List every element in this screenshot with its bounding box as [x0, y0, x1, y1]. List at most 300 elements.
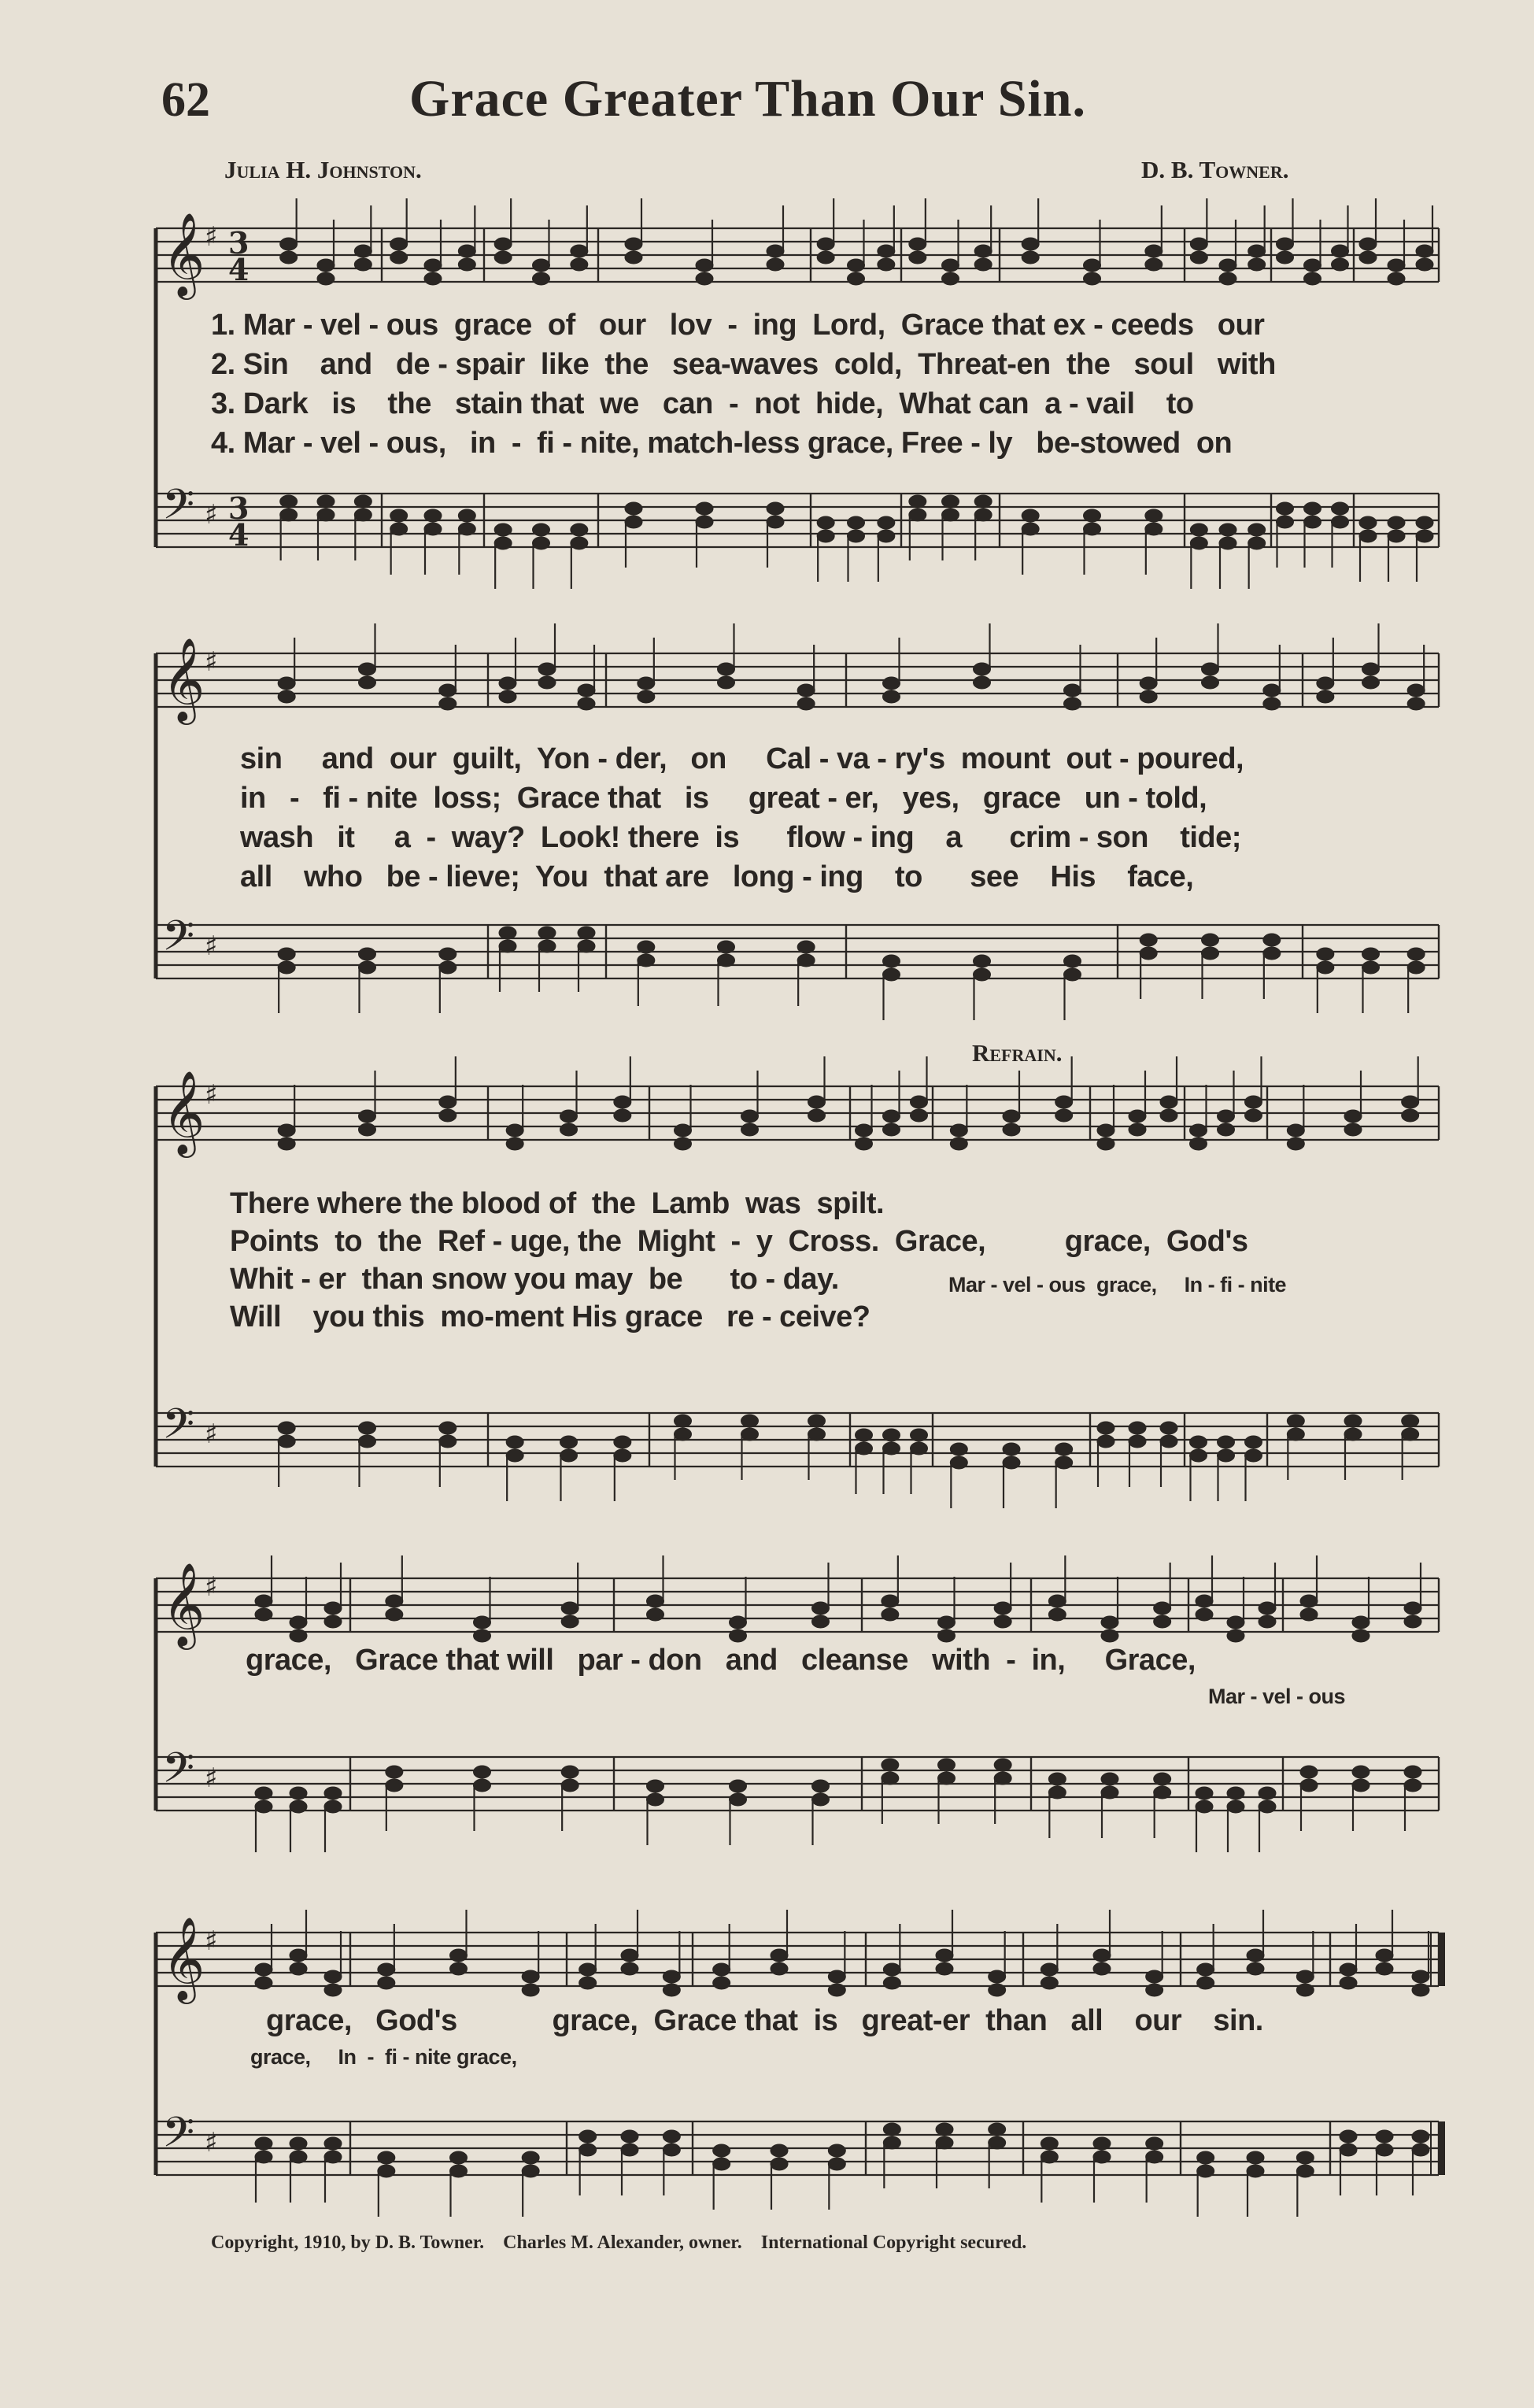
note-head — [1154, 1602, 1171, 1615]
note-head — [278, 1422, 295, 1434]
note-head — [1219, 259, 1236, 272]
note-head — [938, 1759, 956, 1771]
note-head — [450, 1949, 468, 1962]
note-head — [647, 1793, 664, 1806]
note-head — [1287, 1415, 1304, 1427]
note-head — [538, 927, 556, 939]
key-sharp-icon: ♯ — [205, 2127, 218, 2158]
note-head — [1227, 1787, 1244, 1800]
note-head — [1300, 1608, 1318, 1621]
note-head — [324, 1787, 342, 1800]
note-head — [828, 2144, 845, 2157]
note-head — [909, 495, 926, 508]
note-head — [1277, 502, 1294, 515]
note-head — [621, 2144, 638, 2156]
note-head — [1332, 502, 1349, 515]
note-head — [324, 1602, 342, 1615]
note-head — [718, 954, 735, 967]
note-head — [938, 1616, 956, 1629]
note-head — [638, 954, 655, 967]
note-head — [1146, 1970, 1163, 1983]
note-head — [290, 1949, 307, 1962]
note-head — [882, 1772, 899, 1785]
note-head — [1227, 1629, 1244, 1642]
note-head — [1304, 502, 1321, 515]
note-head — [1388, 530, 1405, 542]
note-head — [1160, 1096, 1177, 1108]
note-head — [1359, 238, 1377, 250]
note-head — [883, 955, 900, 967]
note-head — [494, 251, 512, 264]
note-head — [713, 2158, 730, 2170]
hymn-title: Grace Greater Than Our Sin. — [409, 70, 1086, 128]
note-head — [1263, 947, 1281, 960]
note-head — [942, 509, 959, 521]
note-head — [883, 1429, 900, 1441]
note-head — [560, 1436, 578, 1448]
note-head — [1064, 684, 1081, 697]
note-head — [741, 1415, 759, 1427]
note-head — [317, 495, 335, 508]
time-signature-bottom: 4 — [228, 252, 250, 287]
note-head — [1277, 238, 1294, 250]
note-head — [909, 509, 926, 521]
note-head — [1154, 1786, 1171, 1799]
note-head — [1412, 2144, 1429, 2156]
note-head — [1287, 1137, 1304, 1150]
note-head — [1003, 1456, 1020, 1469]
system5-words: grace, God's grace, Grace that is great-er than all our sin. — [266, 2004, 1263, 2037]
note-head — [718, 941, 735, 953]
note-head — [578, 927, 595, 939]
note-head — [290, 1629, 307, 1642]
composer-credit: D. B. Towner. — [1141, 156, 1289, 183]
note-head — [359, 1123, 376, 1136]
note-head — [1317, 677, 1334, 690]
note-head — [1101, 1629, 1118, 1642]
note-head — [1304, 259, 1321, 272]
note-head — [1247, 2165, 1264, 2177]
note-head — [950, 1443, 967, 1456]
note-head — [1145, 258, 1163, 271]
note-head — [828, 1970, 845, 1983]
note-head — [533, 537, 550, 549]
note-head — [378, 1977, 395, 1989]
note-head — [1101, 1786, 1118, 1799]
note-head — [571, 523, 588, 536]
note-head — [499, 690, 516, 703]
note-head — [1093, 2137, 1111, 2150]
note-head — [1022, 238, 1039, 250]
note-head — [1402, 1415, 1419, 1427]
note-head — [1064, 955, 1081, 967]
note-head — [974, 245, 992, 257]
note-head — [663, 2144, 680, 2156]
note-head — [848, 516, 865, 529]
system3-verse3: Whit - er than snow you may be to - day. — [230, 1263, 839, 1296]
note-head — [1055, 1443, 1073, 1456]
bass-clef-icon: 𝄢 — [162, 912, 195, 971]
note-head — [378, 2151, 395, 2164]
note-head — [533, 272, 550, 285]
note-head — [1160, 1435, 1177, 1448]
note-head — [1190, 1449, 1207, 1462]
note-head — [1202, 676, 1219, 689]
note-head — [280, 238, 298, 250]
note-head — [290, 2137, 307, 2150]
note-head — [1359, 251, 1377, 264]
note-head — [1407, 961, 1425, 974]
note-head — [533, 523, 550, 536]
note-head — [848, 259, 865, 272]
note-head — [458, 258, 475, 271]
note-head — [378, 2165, 395, 2177]
note-head — [1344, 1415, 1362, 1427]
note-head — [663, 2130, 680, 2143]
note-head — [1041, 2151, 1058, 2163]
note-head — [808, 1109, 826, 1122]
note-head — [1196, 1787, 1213, 1800]
note-head — [1218, 1449, 1235, 1462]
note-head — [808, 1415, 826, 1427]
note-head — [1202, 934, 1219, 946]
refrain-label: Refrain. — [972, 1039, 1063, 1067]
note-head — [797, 684, 815, 697]
note-head — [499, 677, 516, 690]
note-head — [1129, 1110, 1146, 1123]
note-head — [1190, 1436, 1207, 1448]
key-sharp-icon: ♯ — [205, 930, 218, 962]
treble-clef-icon: 𝄞 — [162, 212, 205, 296]
note-head — [1140, 947, 1157, 960]
note-head — [1218, 1110, 1235, 1123]
note-head — [1412, 1970, 1429, 1983]
note-head — [1055, 1096, 1073, 1108]
note-head — [812, 1793, 830, 1806]
note-head — [1097, 1124, 1114, 1137]
note-head — [424, 509, 442, 522]
system3-verse1: There where the blood of the Lamb was spilt. — [230, 1187, 885, 1220]
note-head — [1407, 684, 1425, 697]
note-head — [439, 684, 457, 697]
note-head — [324, 1984, 342, 1996]
note-head — [359, 676, 376, 689]
note-head — [1129, 1123, 1146, 1136]
note-head — [1190, 523, 1207, 536]
note-head — [359, 663, 376, 675]
note-head — [638, 941, 655, 953]
note-head — [1287, 1124, 1304, 1137]
note-head — [1048, 1773, 1066, 1785]
note-head — [1388, 272, 1405, 285]
note-head — [450, 2151, 468, 2164]
note-head — [1376, 2130, 1393, 2143]
note-head — [378, 1963, 395, 1976]
note-head — [1146, 2151, 1163, 2163]
note-head — [614, 1096, 631, 1108]
note-head — [1146, 1984, 1163, 1996]
note-head — [1352, 1616, 1370, 1629]
note-head — [538, 940, 556, 952]
note-head — [1263, 684, 1281, 697]
note-head — [1055, 1109, 1073, 1122]
note-head — [812, 1602, 830, 1615]
note-head — [578, 697, 595, 710]
note-head — [1402, 1096, 1419, 1108]
note-head — [1022, 509, 1039, 522]
note-head — [1404, 1779, 1421, 1792]
note-head — [390, 509, 408, 522]
note-head — [1317, 948, 1334, 960]
note-head — [324, 1970, 342, 1983]
note-head — [1190, 251, 1207, 264]
note-head — [797, 954, 815, 967]
note-head — [439, 961, 457, 974]
note-head — [817, 251, 834, 264]
note-head — [1362, 676, 1380, 689]
note-head — [1055, 1456, 1073, 1469]
note-head — [560, 1449, 578, 1462]
note-head — [1352, 1629, 1370, 1642]
note-head — [255, 1963, 272, 1976]
note-head — [647, 1608, 664, 1621]
note-head — [278, 1124, 295, 1137]
note-head — [1263, 697, 1281, 710]
note-head — [1093, 1962, 1111, 1975]
note-head — [882, 1759, 899, 1771]
note-head — [1416, 530, 1433, 542]
note-head — [278, 677, 295, 690]
key-sharp-icon: ♯ — [205, 1419, 218, 1450]
note-head — [278, 948, 295, 960]
note-head — [424, 523, 442, 535]
note-head — [856, 1124, 873, 1137]
note-head — [878, 516, 895, 529]
note-head — [1317, 961, 1334, 974]
note-head — [278, 1137, 295, 1150]
note-head — [354, 509, 371, 521]
note-head — [1048, 1786, 1066, 1799]
note-head — [848, 272, 865, 285]
note-head — [359, 1435, 376, 1448]
note-head — [1129, 1435, 1146, 1448]
note-head — [1093, 1949, 1111, 1962]
note-head — [290, 1616, 307, 1629]
note-head — [390, 523, 408, 535]
note-head — [1197, 1977, 1214, 1989]
note-head — [290, 1962, 307, 1975]
note-head — [994, 1772, 1011, 1785]
note-head — [942, 272, 959, 285]
note-head — [506, 1137, 523, 1150]
note-head — [1101, 1616, 1118, 1629]
note-head — [974, 258, 992, 271]
note-head — [1022, 251, 1039, 264]
key-sharp-icon: ♯ — [205, 221, 218, 253]
note-head — [1048, 1608, 1066, 1621]
note-head — [638, 677, 655, 690]
note-head — [317, 509, 335, 521]
note-head — [696, 272, 713, 285]
note-head — [494, 238, 512, 250]
note-head — [1064, 968, 1081, 981]
note-head — [741, 1428, 759, 1441]
note-head — [538, 676, 556, 689]
note-head — [538, 663, 556, 675]
note-head — [989, 1970, 1006, 1983]
note-head — [883, 1977, 900, 1989]
note-head — [771, 2144, 788, 2157]
note-head — [950, 1124, 967, 1137]
note-head — [1248, 258, 1266, 271]
note-head — [1259, 1800, 1276, 1813]
note-head — [713, 2144, 730, 2157]
note-head — [439, 948, 457, 960]
time-signature-top: 3 — [228, 490, 250, 526]
note-head — [974, 955, 991, 967]
system1-verse3: 3. Dark is the stain that we can - not hide, What can a - vail to — [211, 387, 1194, 420]
note-head — [767, 245, 784, 257]
key-sharp-icon: ♯ — [205, 499, 218, 531]
note-head — [713, 1963, 730, 1976]
note-head — [255, 2137, 272, 2150]
note-head — [278, 690, 295, 703]
system4-words: grace, Grace that will par - don and cleanse with - in, Grace, — [246, 1644, 1196, 1677]
note-head — [883, 968, 900, 981]
note-head — [878, 530, 895, 542]
note-head — [696, 502, 713, 515]
note-head — [741, 1123, 759, 1136]
note-head — [1388, 516, 1405, 529]
note-head — [696, 259, 713, 272]
note-head — [578, 684, 595, 697]
note-head — [255, 1608, 272, 1621]
note-head — [1146, 2137, 1163, 2150]
note-head — [909, 238, 926, 250]
treble-clef-icon: 𝄞 — [162, 637, 205, 721]
note-head — [1196, 1595, 1213, 1607]
note-head — [1247, 1962, 1264, 1975]
note-head — [883, 1442, 900, 1455]
note-head — [1160, 1422, 1177, 1434]
note-head — [1248, 537, 1266, 549]
note-head — [614, 1436, 631, 1448]
treble-clef-icon: 𝄞 — [162, 1070, 205, 1154]
note-head — [386, 1766, 403, 1778]
note-head — [280, 509, 298, 521]
note-head — [571, 258, 588, 271]
note-head — [936, 1962, 953, 1975]
note-head — [1376, 1962, 1393, 1975]
note-head — [1245, 1096, 1262, 1108]
note-head — [458, 509, 475, 522]
note-head — [1145, 523, 1163, 535]
note-head — [1227, 1616, 1244, 1629]
note-head — [989, 1984, 1006, 1996]
note-head — [994, 1759, 1011, 1771]
note-head — [647, 1595, 664, 1607]
note-head — [771, 2158, 788, 2170]
note-head — [1101, 1773, 1118, 1785]
note-head — [1064, 697, 1081, 710]
note-head — [911, 1442, 928, 1455]
note-head — [1247, 1949, 1264, 1962]
note-head — [1097, 1422, 1114, 1434]
note-head — [856, 1442, 873, 1455]
note-head — [255, 2151, 272, 2163]
note-head — [625, 516, 642, 528]
system1-verse4: 4. Mar - vel - ous, in - fi - nite, match-less grace, Free - ly be-stowed on — [211, 427, 1233, 460]
note-head — [439, 697, 457, 710]
note-head — [1247, 2151, 1264, 2164]
note-head — [1376, 1949, 1393, 1962]
note-head — [1340, 1977, 1357, 1989]
note-head — [1362, 948, 1380, 960]
note-head — [1003, 1443, 1020, 1456]
note-head — [579, 1963, 597, 1976]
note-head — [767, 516, 784, 528]
note-head — [1404, 1615, 1421, 1628]
note-head — [1202, 663, 1219, 675]
note-head — [280, 495, 298, 508]
note-head — [1304, 516, 1321, 528]
note-head — [1340, 2144, 1357, 2156]
note-head — [522, 1984, 539, 1996]
note-head — [936, 2123, 953, 2136]
note-head — [386, 1595, 403, 1607]
note-head — [390, 251, 408, 264]
note-head — [883, 2136, 900, 2149]
key-sharp-icon: ♯ — [205, 1079, 218, 1111]
note-head — [1048, 1595, 1066, 1607]
note-head — [579, 2144, 597, 2156]
note-head — [1084, 509, 1101, 522]
note-head — [317, 259, 335, 272]
note-head — [911, 1429, 928, 1441]
note-head — [506, 1436, 523, 1448]
note-head — [1352, 1779, 1370, 1792]
note-head — [1218, 1123, 1235, 1136]
note-head — [278, 961, 295, 974]
note-head — [1300, 1595, 1318, 1607]
note-head — [713, 1977, 730, 1989]
note-head — [730, 1616, 747, 1629]
note-head — [817, 530, 834, 542]
note-head — [522, 1970, 539, 1983]
note-head — [638, 690, 655, 703]
note-head — [1219, 523, 1236, 536]
note-head — [1248, 523, 1266, 536]
note-head — [974, 509, 992, 521]
note-head — [1277, 251, 1294, 264]
system2-verse3: wash it a - way? Look! there is flow - ing a crim - son tide; — [240, 821, 1241, 854]
bass-clef-icon: 𝄢 — [162, 2109, 195, 2167]
note-head — [817, 238, 834, 250]
note-head — [1190, 1124, 1207, 1137]
note-head — [1003, 1123, 1020, 1136]
note-head — [1196, 1800, 1213, 1813]
note-head — [828, 1984, 845, 1996]
note-head — [1352, 1766, 1370, 1778]
note-head — [1402, 1428, 1419, 1441]
note-head — [883, 677, 900, 690]
note-head — [1190, 238, 1207, 250]
note-head — [359, 1110, 376, 1123]
note-head — [1412, 1984, 1429, 1996]
note-head — [974, 663, 991, 675]
note-head — [621, 1949, 638, 1962]
note-head — [938, 1772, 956, 1785]
